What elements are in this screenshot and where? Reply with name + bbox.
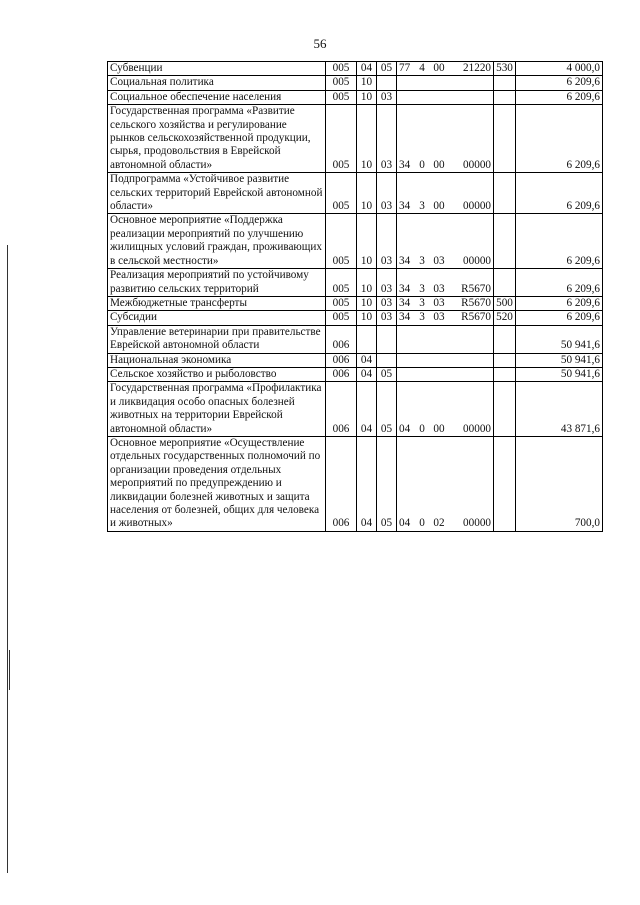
subsection-code: 03: [377, 214, 397, 269]
target-article-part: 04: [399, 517, 411, 530]
subsection-code: 03: [377, 311, 397, 325]
section-code: 10: [357, 269, 377, 297]
section-code: 04: [357, 382, 377, 437]
section-code: 04: [357, 367, 377, 381]
target-article-part: 03: [433, 311, 445, 324]
expense-type-code: [494, 173, 516, 214]
target-article-part: 00000: [463, 200, 491, 213]
target-article-part: 0: [419, 422, 425, 435]
table-row: [108, 105, 603, 173]
section-code: 04: [357, 436, 377, 531]
table-row: [108, 62, 603, 76]
section-code: 10: [357, 311, 377, 325]
target-article-part: 3: [419, 296, 425, 309]
table-row: [108, 296, 603, 310]
target-article-part: 03: [433, 296, 445, 309]
target-article-part: 03: [433, 254, 445, 267]
target-article-part: 3: [419, 282, 425, 295]
target-article-part: 34: [399, 296, 411, 309]
ministry-code: 005: [326, 76, 357, 90]
target-article-part: 02: [433, 517, 445, 530]
row-name: Управление ветеринарии при правительстве Еврейской автономной области: [108, 325, 326, 353]
subsection-code: 03: [377, 105, 397, 173]
amount: 50 941,6: [516, 325, 603, 353]
target-article-part: 04: [399, 422, 411, 435]
amount: 50 941,6: [516, 353, 603, 367]
expense-type-code: [494, 105, 516, 173]
expense-type-code: 500: [494, 296, 516, 310]
target-article-part: R5670: [461, 282, 491, 295]
amount: 700,0: [516, 436, 603, 531]
target-article-part: R5670: [461, 311, 491, 324]
table-row: [108, 325, 603, 353]
amount: 6 209,6: [516, 311, 603, 325]
expense-type-code: 530: [494, 62, 516, 76]
target-article-part: 00000: [463, 422, 491, 435]
target-article-part: 0: [419, 517, 425, 530]
section-code: 10: [357, 214, 377, 269]
margin-line: [7, 245, 8, 873]
target-article-code: [397, 353, 494, 367]
row-name: Сельское хозяйство и рыболовство: [108, 367, 326, 381]
table-row: [108, 382, 603, 437]
amount: 6 209,6: [516, 269, 603, 297]
amount: 6 209,6: [516, 90, 603, 104]
ministry-code: 005: [326, 269, 357, 297]
ministry-code: 005: [326, 62, 357, 76]
subsection-code: [377, 353, 397, 367]
subsection-code: 05: [377, 382, 397, 437]
target-article-part: 3: [419, 311, 425, 324]
section-code: 10: [357, 105, 377, 173]
target-article-code: [397, 367, 494, 381]
row-name: Межбюджетные трансферты: [108, 296, 326, 310]
ministry-code: 005: [326, 214, 357, 269]
target-article-part: 00000: [463, 158, 491, 171]
target-article-code: [397, 90, 494, 104]
subsection-code: 05: [377, 367, 397, 381]
amount: 6 209,6: [516, 76, 603, 90]
target-article-code: [397, 62, 494, 76]
ministry-code: 005: [326, 90, 357, 104]
target-article-code: [397, 105, 494, 173]
table-row: [108, 76, 603, 90]
target-article-part: 00: [433, 62, 445, 74]
target-article-code: [397, 214, 494, 269]
expense-type-code: [494, 269, 516, 297]
target-article-part: 03: [433, 282, 445, 295]
table-row: [108, 173, 603, 214]
target-article-code: [397, 269, 494, 297]
row-name: Социальная политика: [108, 76, 326, 90]
target-article-part: 21220: [463, 62, 491, 74]
subsection-code: 03: [377, 296, 397, 310]
margin-line: [9, 650, 10, 690]
expense-type-code: [494, 353, 516, 367]
target-article-code: [397, 436, 494, 531]
amount: 50 941,6: [516, 367, 603, 381]
section-code: 10: [357, 173, 377, 214]
ministry-code: 005: [326, 105, 357, 173]
target-article-part: 34: [399, 254, 411, 267]
target-article-part: 00: [433, 158, 445, 171]
section-code: 10: [357, 90, 377, 104]
table-row: [108, 90, 603, 104]
subsection-code: [377, 325, 397, 353]
target-article-part: 34: [399, 158, 411, 171]
expense-type-code: [494, 436, 516, 531]
target-article-code: [397, 325, 494, 353]
row-name: Субсидии: [108, 311, 326, 325]
target-article-part: 3: [419, 200, 425, 213]
expense-type-code: 520: [494, 311, 516, 325]
ministry-code: 005: [326, 296, 357, 310]
target-article-part: 00000: [463, 254, 491, 267]
target-article-part: 4: [419, 62, 425, 74]
row-name: Государственная программа «Развитие сельского хозяйства и регулирование рынков сельскохозяйственной продукции, сырья, продовольствия в Еврейской автономной области»: [108, 105, 326, 173]
ministry-code: 006: [326, 382, 357, 437]
section-code: [357, 325, 377, 353]
target-article-part: 0: [419, 158, 425, 171]
target-article-code: [397, 296, 494, 310]
budget-table: [107, 61, 603, 532]
row-name: Реализация мероприятий по устойчивому развитию сельских территорий: [108, 269, 326, 297]
target-article-part: 00: [433, 200, 445, 213]
table-row: [108, 311, 603, 325]
page-number: 56: [313, 36, 327, 51]
amount: 43 871,6: [516, 382, 603, 437]
target-article-part: 77: [399, 62, 411, 74]
amount: 6 209,6: [516, 296, 603, 310]
amount: 6 209,6: [516, 214, 603, 269]
target-article-code: [397, 311, 494, 325]
target-article-part: R5670: [461, 296, 491, 309]
subsection-code: 05: [377, 436, 397, 531]
expense-type-code: [494, 90, 516, 104]
ministry-code: 006: [326, 367, 357, 381]
target-article-part: 34: [399, 200, 411, 213]
expense-type-code: [494, 325, 516, 353]
row-name: Социальное обеспечение населения: [108, 90, 326, 104]
table-row: [108, 269, 603, 297]
ministry-code: 006: [326, 325, 357, 353]
subsection-code: [377, 76, 397, 90]
subsection-code: 03: [377, 173, 397, 214]
ministry-code: 005: [326, 173, 357, 214]
row-name: Основное мероприятие «Поддержка реализации мероприятий по улучшению жилищных условий граждан, проживающих в сельской местности»: [108, 214, 326, 269]
ministry-code: 006: [326, 353, 357, 367]
ministry-code: 006: [326, 436, 357, 531]
section-code: 10: [357, 296, 377, 310]
subsection-code: 03: [377, 90, 397, 104]
expense-type-code: [494, 382, 516, 437]
target-article-part: 00000: [463, 517, 491, 530]
table-row: [108, 353, 603, 367]
expense-type-code: [494, 367, 516, 381]
amount: 6 209,6: [516, 105, 603, 173]
amount: 4 000,0: [516, 62, 603, 76]
table-row: [108, 214, 603, 269]
expense-type-code: [494, 76, 516, 90]
row-name: Субвенции: [108, 62, 326, 76]
row-name: Подпрограмма «Устойчивое развитие сельских территорий Еврейской автономной области»: [108, 173, 326, 214]
target-article-part: 3: [419, 254, 425, 267]
target-article-part: 00: [433, 422, 445, 435]
row-name: Национальная экономика: [108, 353, 326, 367]
section-code: 10: [357, 76, 377, 90]
amount: 6 209,6: [516, 173, 603, 214]
table-row: [108, 436, 603, 531]
target-article-code: [397, 382, 494, 437]
row-name: Основное мероприятие «Осуществление отдельных государственных полномочий по организации проведения отдельных мероприятий по предупреждению и ликвидации болезней животных и защита населения от болезней, общих для человека и животных»: [108, 436, 326, 531]
expense-type-code: [494, 214, 516, 269]
target-article-part: 34: [399, 282, 411, 295]
section-code: 04: [357, 62, 377, 76]
target-article-code: [397, 76, 494, 90]
ministry-code: 005: [326, 311, 357, 325]
table-row: [108, 367, 603, 381]
subsection-code: 03: [377, 269, 397, 297]
target-article-code: [397, 173, 494, 214]
target-article-part: 34: [399, 311, 411, 324]
subsection-code: 05: [377, 62, 397, 76]
row-name: Государственная программа «Профилактика и ликвидация особо опасных болезней животных на территории Еврейской автономной области»: [108, 382, 326, 437]
section-code: 04: [357, 353, 377, 367]
